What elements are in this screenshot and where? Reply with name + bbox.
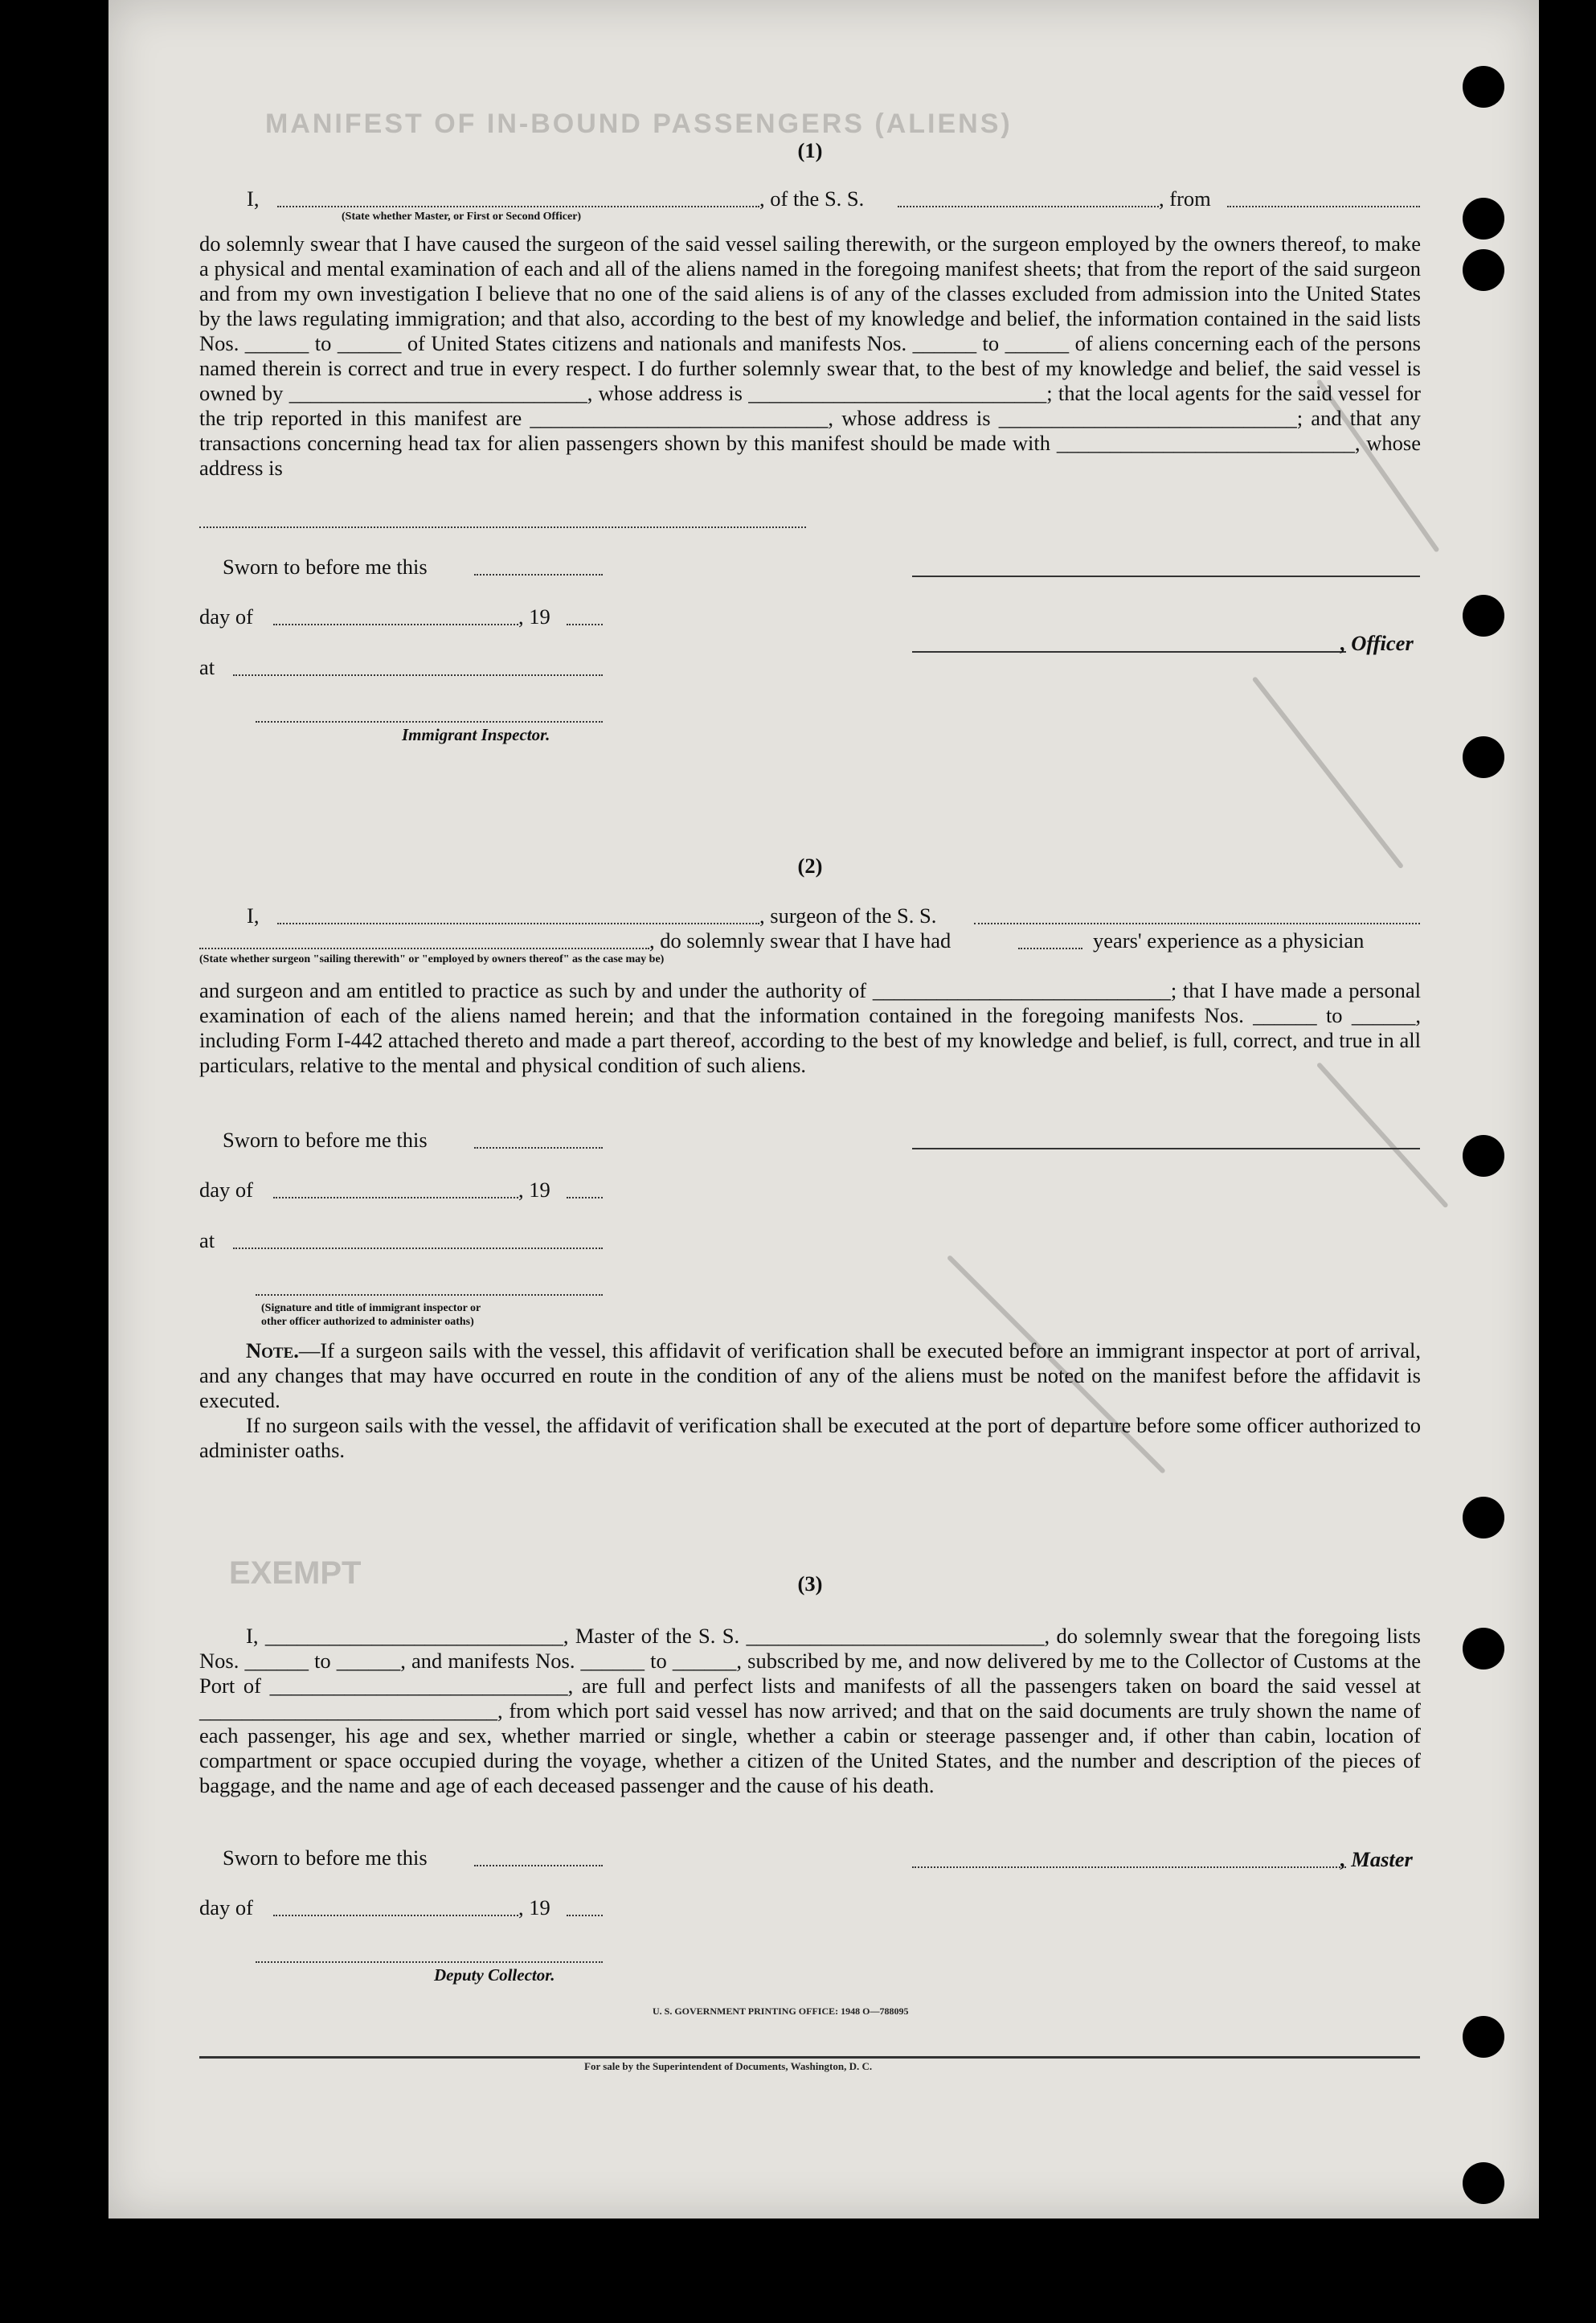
s2-i-label: I, <box>247 903 260 928</box>
footer-rule <box>199 2056 1420 2059</box>
section-1-number: (1) <box>797 138 823 162</box>
s2-year-label: , 19 <box>518 1178 550 1202</box>
s2-day-of-line <box>273 1197 518 1198</box>
s1-i-label: I, <box>247 186 260 211</box>
s2-inspector-signature-line <box>256 1294 603 1296</box>
faded-manifest-title: MANIFEST OF IN-BOUND PASSENGERS (ALIENS) <box>265 109 1013 139</box>
s3-year-line <box>567 1915 603 1916</box>
s1-from-label: , from <box>1159 186 1211 211</box>
s3-sworn-label: Sworn to before me this <box>223 1846 428 1870</box>
s2-year-line <box>567 1197 603 1198</box>
s2-ship-name-line <box>974 923 1420 924</box>
s2-oath-paragraph: and surgeon and am entitled to practice as such by and under the authority of ____________________________; that I have made a personal examination of each of the aliens named herein; and that the information contained in the foregoing manifests Nos. ______ to ______, including Form I-442 attached thereto and made a part thereof, according to the best of my knowledge and belief, is full, correct, and true in all particulars, relative to the mental and physical condition of such aliens. <box>199 978 1421 1077</box>
s2-surgeon-signature-line <box>912 1148 1420 1149</box>
s3-collector-title: Deputy Collector. <box>434 1965 555 1985</box>
s3-collector-signature-line <box>256 1961 603 1963</box>
s2-years-line <box>1018 948 1082 949</box>
s1-paragraph-tail-line <box>199 526 806 528</box>
s1-at-line <box>233 674 603 676</box>
s1-at-label: at <box>199 655 215 679</box>
section-3-number: (3) <box>797 1571 823 1596</box>
s1-caption: (State whether Master, or First or Second Officer) <box>342 211 582 223</box>
punch-hole <box>1463 66 1504 108</box>
s1-inspector-title: Immigrant Inspector. <box>402 725 550 744</box>
s1-officer-name-line <box>277 206 759 207</box>
s2-sworn-date-line <box>474 1147 603 1149</box>
s1-oath-paragraph: do solemnly swear that I have caused the surgeon of the said vessel sailing therewith, or the surgeon employed by the owners thereof, to make a physical and mental examination of each and all of the aliens named in the foregoing manifest sheets; that from the report of the said surgeon and from my own investigation I believe that no one of the said aliens is of any of the classes excluded from admission into the United States by the laws regulating immigration; and that also, according to the best of my knowledge and belief, the information contained in the said lists Nos. ______ to ______ of United States citizens and nationals and manifests Nos. ______ to ______ of aliens concerning each of the persons named therein is correct and true in every respect. I do further solemnly swear that, to the best of my knowledge and belief, the said vessel is owned by ____________________________, whose address is ____________________________; that the local agents for the said vessel for the trip reported in this manifest are ____________________________, whose address is ____________________________; and that any transactions concerning head tax for alien passengers shown by this manifest should be made with ____________________________, whose address is <box>199 231 1421 480</box>
s1-of-ss-label: , of the S. S. <box>759 186 865 211</box>
s3-oath-paragraph: I, ____________________________, Master of the S. S. ____________________________, do solemnly swear that the foregoing lists Nos. ______ to ______, and manifests Nos. ______ to ______, subscribed by me, and now delivered by me to the Collector of Customs at the Port of ____________________________, are full and perfect lists and manifests of all the passengers taken on board the said vessel at ____________________________, from which port said vessel has now arrived; and that on the said documents are truly shown the name of each passenger, his age and sex, whether married or single, whether a cabin or steerage passenger and, if other than cabin, location of compartment or space occupied during the voyage, whether a citizen of the United States, and the number and description of the pieces of baggage, and the name and age of each deceased passenger and the cause of his death. <box>199 1624 1421 1797</box>
s1-from-port-line <box>1227 206 1420 207</box>
s3-day-of-line <box>273 1915 518 1916</box>
s2-at-line <box>233 1248 603 1249</box>
s3-sworn-date-line <box>474 1865 603 1866</box>
s2-years-label: years' experience as a physician <box>1093 928 1365 953</box>
s2-surgeon-name-line <box>277 923 759 924</box>
punch-hole <box>1463 1628 1504 1670</box>
for-sale-note: For sale by the Superintendent of Documents, Washington, D. C. <box>584 2060 873 2072</box>
s1-sworn-label: Sworn to before me this <box>223 555 428 579</box>
s2-day-of-label: day of <box>199 1178 253 1202</box>
note-paragraph-2: If no surgeon sails with the vessel, the affidavit of verification shall be executed at the port of departure before some officer authorized to administer oaths. <box>199 1413 1421 1462</box>
punch-hole <box>1463 1497 1504 1538</box>
punch-hole <box>1463 736 1504 778</box>
punch-hole <box>1463 1135 1504 1177</box>
punch-hole <box>1463 2016 1504 2058</box>
punch-hole <box>1463 198 1504 240</box>
s1-day-of-line <box>273 624 518 625</box>
faded-exempt-stamp: EXEMPT <box>229 1555 362 1591</box>
printing-office-note: U. S. GOVERNMENT PRINTING OFFICE: 1948 O—788095 <box>653 2005 909 2017</box>
s3-year-label: , 19 <box>518 1895 550 1919</box>
punch-hole <box>1463 2162 1504 2204</box>
s2-status-line <box>199 948 649 949</box>
note-text-1: —If a surgeon sails with the vessel, this affidavit of verification shall be executed before an immigrant inspector at port of arrival, and any changes that may have occurred en route in the condition of any of the aliens must be noted on the manifest before the affidavit is executed. <box>199 1338 1421 1412</box>
note-paragraph-1 <box>199 1338 1421 1413</box>
s1-officer-signature-line-1 <box>912 576 1420 577</box>
s1-year-label: , 19 <box>518 604 550 629</box>
s2-surgeon-of-ss-label: , surgeon of the S. S. <box>759 903 937 928</box>
punch-hole <box>1463 595 1504 637</box>
section-2-number: (2) <box>797 854 823 878</box>
s3-day-of-label: day of <box>199 1895 253 1919</box>
s1-day-of-label: day of <box>199 604 253 629</box>
s1-inspector-signature-line <box>256 721 603 723</box>
s2-at-label: at <box>199 1228 215 1252</box>
s1-officer-title: , Officer <box>1340 631 1414 655</box>
s2-caption: (State whether surgeon "sailing therewith" or "employed by owners thereof" as the case may be) <box>199 953 665 965</box>
s2-swear-label: , do solemnly swear that I have had <box>649 928 951 953</box>
s2-sworn-label: Sworn to before me this <box>223 1128 428 1152</box>
s1-year-line <box>567 624 603 625</box>
s1-officer-signature-line-2 <box>912 651 1346 653</box>
s3-master-title: , Master <box>1340 1847 1413 1871</box>
s2-signer-caption-2: other officer authorized to administer oaths) <box>261 1316 474 1328</box>
punch-hole <box>1463 249 1504 291</box>
s3-master-signature-line <box>912 1866 1346 1868</box>
s1-ship-name-line <box>898 206 1159 207</box>
s1-sworn-date-line <box>474 574 603 576</box>
note-label: Note. <box>246 1338 299 1362</box>
s2-signer-caption-1: (Signature and title of immigrant inspector or <box>261 1302 481 1314</box>
